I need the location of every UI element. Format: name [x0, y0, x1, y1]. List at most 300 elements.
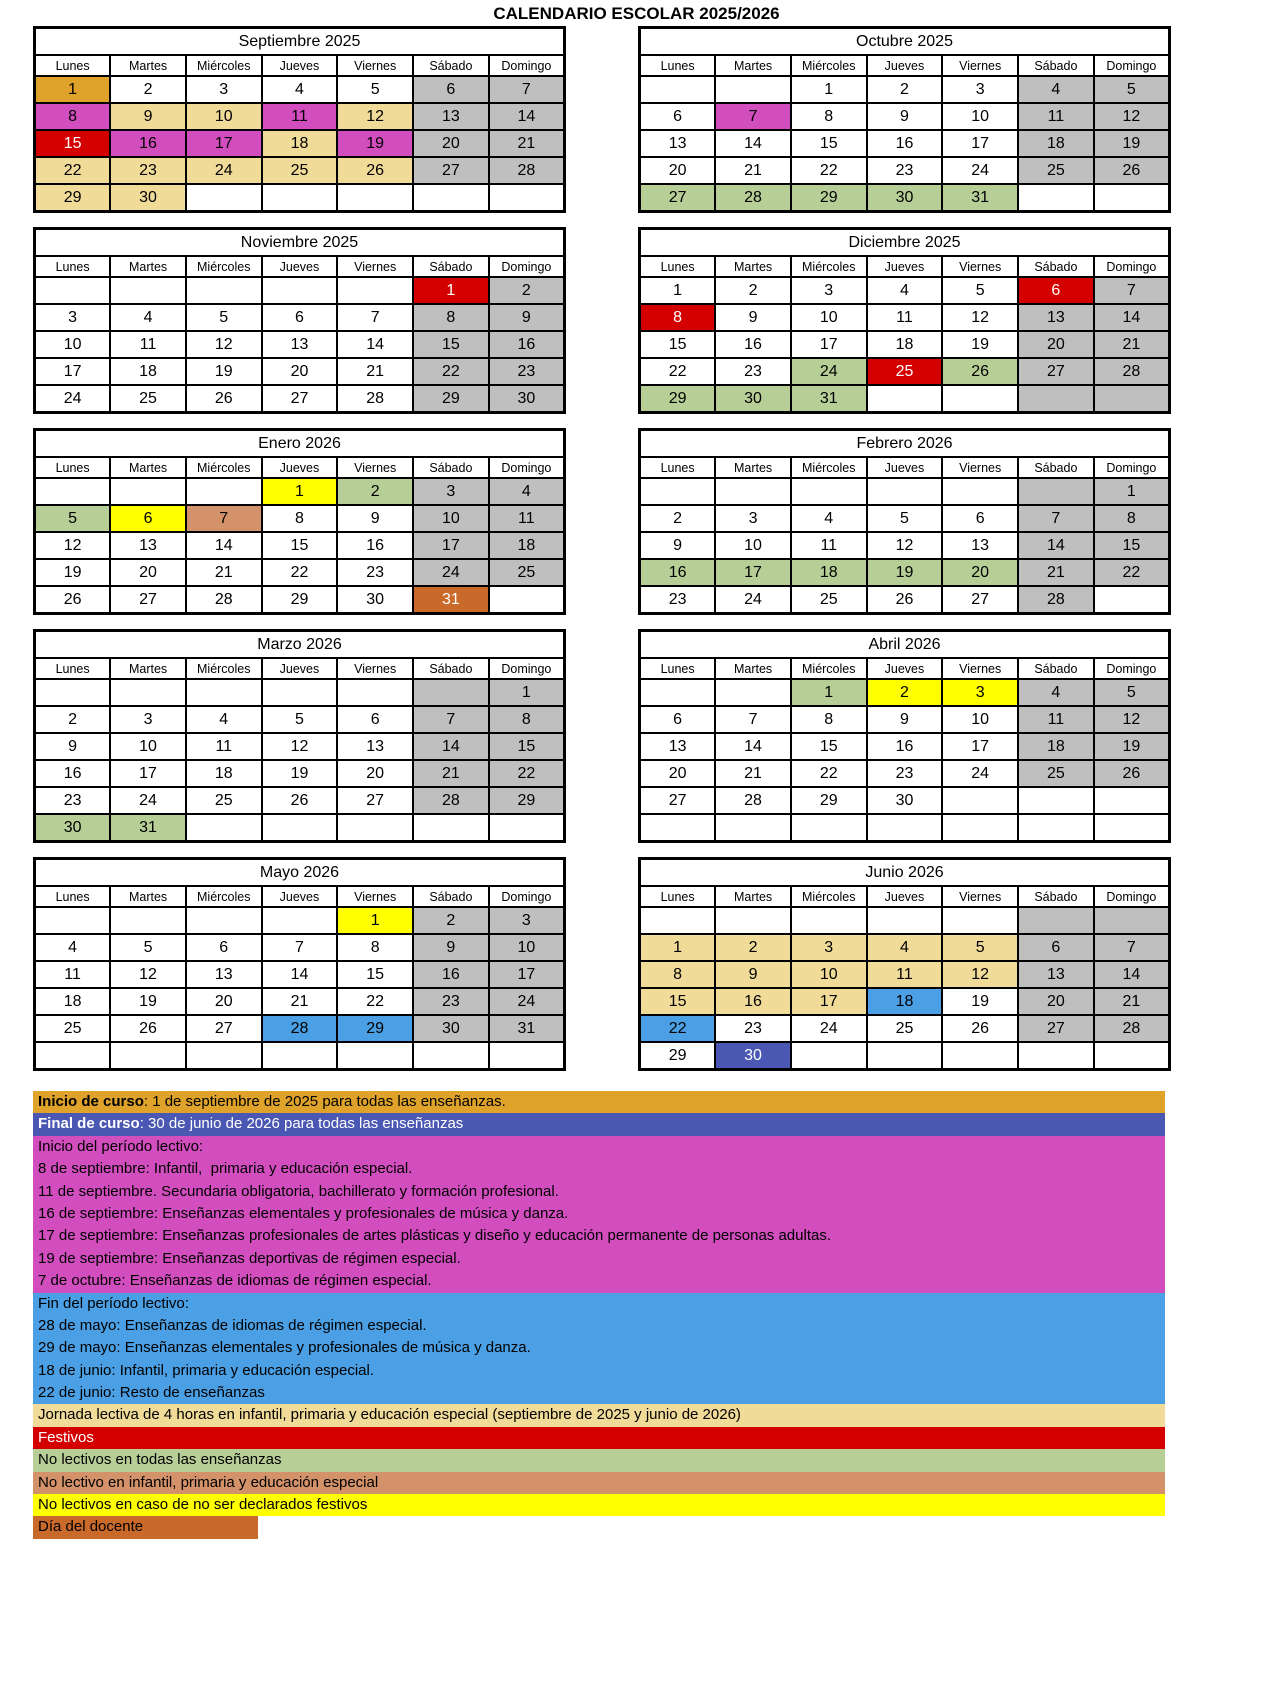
month-table-septiembre-2025: [33, 26, 566, 213]
month-pair-row: [33, 227, 1273, 414]
day-header: Viernes: [942, 55, 1018, 76]
day-cell: 6: [186, 934, 262, 961]
day-cell: 27: [110, 586, 186, 614]
day-cell: 6: [110, 505, 186, 532]
empty-cell: [110, 907, 186, 934]
day-cell: 4: [186, 706, 262, 733]
day-cell: 25: [1018, 157, 1094, 184]
day-cell: 10: [791, 304, 867, 331]
day-cell: 21: [413, 760, 489, 787]
empty-cell: [1018, 478, 1094, 505]
day-cell: 23: [35, 787, 111, 814]
day-cell: 22: [413, 358, 489, 385]
day-header: Miércoles: [791, 256, 867, 277]
empty-cell: [186, 478, 262, 505]
day-cell: 7: [715, 103, 791, 130]
day-cell: 5: [1094, 679, 1170, 706]
day-cell: 12: [1094, 706, 1170, 733]
day-cell: 21: [1094, 988, 1170, 1015]
day-cell: 19: [1094, 130, 1170, 157]
day-cell: 9: [35, 733, 111, 760]
empty-cell: [110, 1042, 186, 1070]
day-cell: 30: [867, 787, 943, 814]
day-cell: 17: [942, 733, 1018, 760]
day-cell: 6: [1018, 277, 1094, 304]
day-cell: 26: [186, 385, 262, 413]
day-cell: 24: [110, 787, 186, 814]
day-cell: 23: [715, 358, 791, 385]
empty-cell: [715, 907, 791, 934]
empty-cell: [35, 1042, 111, 1070]
day-cell: 19: [867, 559, 943, 586]
empty-cell: [1094, 787, 1170, 814]
day-cell: 8: [337, 934, 413, 961]
day-header: Miércoles: [791, 55, 867, 76]
day-header: Viernes: [337, 457, 413, 478]
day-header: Miércoles: [186, 55, 262, 76]
day-cell: 13: [413, 103, 489, 130]
day-header: Jueves: [262, 658, 338, 679]
day-cell: 28: [262, 1015, 338, 1042]
day-cell: 5: [35, 505, 111, 532]
day-cell: 15: [791, 130, 867, 157]
legend-row: Festivos: [33, 1427, 1165, 1449]
day-header: Lunes: [640, 457, 716, 478]
day-cell: 4: [35, 934, 111, 961]
month-title: Septiembre 2025: [35, 28, 565, 56]
day-cell: 27: [186, 1015, 262, 1042]
day-cell: 18: [186, 760, 262, 787]
empty-cell: [1018, 385, 1094, 413]
day-cell: 18: [35, 988, 111, 1015]
day-cell: 19: [337, 130, 413, 157]
day-cell: 27: [262, 385, 338, 413]
legend: [33, 1091, 1273, 1539]
day-header: Martes: [715, 457, 791, 478]
day-cell: 2: [867, 679, 943, 706]
month-pair-row: [33, 857, 1273, 1071]
empty-cell: [867, 385, 943, 413]
day-header: Miércoles: [186, 658, 262, 679]
day-cell: 22: [337, 988, 413, 1015]
day-cell: 14: [715, 130, 791, 157]
day-cell: 17: [715, 559, 791, 586]
day-cell: 22: [640, 358, 716, 385]
empty-cell: [640, 478, 716, 505]
empty-cell: [262, 907, 338, 934]
day-cell: 5: [942, 934, 1018, 961]
day-cell: 18: [1018, 733, 1094, 760]
month-table-octubre-2025: [638, 26, 1171, 213]
day-cell: 15: [489, 733, 565, 760]
day-cell: 23: [715, 1015, 791, 1042]
empty-cell: [715, 814, 791, 842]
empty-cell: [489, 184, 565, 212]
day-header: Sábado: [1018, 886, 1094, 907]
empty-cell: [867, 814, 943, 842]
day-cell: 5: [186, 304, 262, 331]
legend-row: No lectivo en infantil, primaria y educación especial: [33, 1472, 1165, 1494]
day-cell: 2: [337, 478, 413, 505]
empty-cell: [715, 679, 791, 706]
day-cell: 3: [110, 706, 186, 733]
day-cell: 28: [337, 385, 413, 413]
empty-cell: [337, 679, 413, 706]
day-header: Martes: [715, 658, 791, 679]
day-cell: 21: [489, 130, 565, 157]
day-header: Domingo: [1094, 256, 1170, 277]
day-cell: 11: [262, 103, 338, 130]
empty-cell: [640, 76, 716, 103]
day-cell: 13: [1018, 961, 1094, 988]
day-cell: 14: [337, 331, 413, 358]
day-cell: 13: [110, 532, 186, 559]
day-cell: 26: [942, 358, 1018, 385]
day-cell: 11: [35, 961, 111, 988]
month-title: Mayo 2026: [35, 859, 565, 887]
day-cell: 17: [110, 760, 186, 787]
day-cell: 14: [1018, 532, 1094, 559]
day-cell: 27: [413, 157, 489, 184]
day-header: Domingo: [1094, 886, 1170, 907]
day-header: Martes: [715, 256, 791, 277]
day-header: Lunes: [35, 256, 111, 277]
day-header: Lunes: [35, 658, 111, 679]
day-cell: 15: [413, 331, 489, 358]
empty-cell: [1094, 586, 1170, 614]
day-cell: 3: [791, 934, 867, 961]
day-cell: 5: [110, 934, 186, 961]
day-cell: 13: [1018, 304, 1094, 331]
month-title: Abril 2026: [640, 631, 1170, 659]
day-cell: 23: [867, 760, 943, 787]
day-cell: 23: [337, 559, 413, 586]
day-header: Sábado: [1018, 658, 1094, 679]
empty-cell: [35, 679, 111, 706]
empty-cell: [186, 184, 262, 212]
day-cell: 27: [942, 586, 1018, 614]
day-cell: 30: [413, 1015, 489, 1042]
legend-row: Inicio del período lectivo:: [33, 1136, 1165, 1158]
day-cell: 4: [489, 478, 565, 505]
empty-cell: [186, 814, 262, 842]
day-cell: 18: [867, 988, 943, 1015]
day-cell: 9: [715, 304, 791, 331]
legend-row: 28 de mayo: Enseñanzas de idiomas de régimen especial.: [33, 1315, 1165, 1337]
empty-cell: [942, 385, 1018, 413]
day-cell: 26: [337, 157, 413, 184]
day-cell: 20: [640, 760, 716, 787]
day-cell: 12: [1094, 103, 1170, 130]
empty-cell: [867, 907, 943, 934]
day-cell: 26: [1094, 157, 1170, 184]
day-header: Miércoles: [186, 457, 262, 478]
day-cell: 13: [640, 130, 716, 157]
day-header: Martes: [110, 457, 186, 478]
day-cell: 30: [715, 385, 791, 413]
day-cell: 12: [942, 304, 1018, 331]
day-cell: 20: [942, 559, 1018, 586]
day-cell: 2: [715, 934, 791, 961]
empty-cell: [262, 814, 338, 842]
day-cell: 23: [489, 358, 565, 385]
day-cell: 3: [942, 76, 1018, 103]
day-header: Viernes: [942, 256, 1018, 277]
empty-cell: [110, 277, 186, 304]
month-pair-row: [33, 26, 1273, 213]
day-header: Viernes: [337, 55, 413, 76]
day-cell: 8: [262, 505, 338, 532]
day-cell: 27: [1018, 358, 1094, 385]
day-cell: 21: [1094, 331, 1170, 358]
day-header: Jueves: [262, 256, 338, 277]
day-cell: 20: [640, 157, 716, 184]
day-header: Viernes: [942, 658, 1018, 679]
empty-cell: [791, 907, 867, 934]
empty-cell: [715, 76, 791, 103]
day-cell: 12: [262, 733, 338, 760]
day-cell: 16: [715, 331, 791, 358]
day-header: Lunes: [640, 55, 716, 76]
day-cell: 9: [337, 505, 413, 532]
day-header: Sábado: [413, 886, 489, 907]
empty-cell: [413, 1042, 489, 1070]
day-cell: 5: [337, 76, 413, 103]
day-header: Domingo: [1094, 457, 1170, 478]
day-cell: 20: [186, 988, 262, 1015]
day-cell: 16: [640, 559, 716, 586]
day-cell: 28: [413, 787, 489, 814]
legend-row: 19 de septiembre: Enseñanzas deportivas de régimen especial.: [33, 1248, 1165, 1270]
day-cell: 1: [35, 76, 111, 103]
day-cell: 16: [867, 733, 943, 760]
day-cell: 1: [337, 907, 413, 934]
day-cell: 1: [791, 679, 867, 706]
day-cell: 10: [489, 934, 565, 961]
empty-cell: [1094, 814, 1170, 842]
empty-cell: [110, 679, 186, 706]
day-header: Sábado: [413, 55, 489, 76]
day-cell: 1: [413, 277, 489, 304]
day-cell: 27: [337, 787, 413, 814]
day-header: Jueves: [262, 55, 338, 76]
day-header: Viernes: [337, 658, 413, 679]
day-cell: 6: [413, 76, 489, 103]
day-cell: 14: [489, 103, 565, 130]
day-cell: 22: [640, 1015, 716, 1042]
day-cell: 22: [262, 559, 338, 586]
day-cell: 16: [35, 760, 111, 787]
day-cell: 25: [35, 1015, 111, 1042]
day-cell: 1: [489, 679, 565, 706]
day-cell: 30: [715, 1042, 791, 1070]
day-cell: 2: [489, 277, 565, 304]
month-table-noviembre-2025: [33, 227, 566, 414]
day-header: Jueves: [867, 886, 943, 907]
day-cell: 26: [35, 586, 111, 614]
legend-row: 17 de septiembre: Enseñanzas profesionales de artes plásticas y diseño y educación permanente de personas adultas.: [33, 1225, 1165, 1247]
day-cell: 18: [489, 532, 565, 559]
day-cell: 1: [1094, 478, 1170, 505]
day-cell: 1: [262, 478, 338, 505]
day-cell: 29: [337, 1015, 413, 1042]
empty-cell: [35, 277, 111, 304]
day-cell: 17: [791, 988, 867, 1015]
day-cell: 9: [867, 706, 943, 733]
empty-cell: [1018, 787, 1094, 814]
day-cell: 2: [35, 706, 111, 733]
day-cell: 9: [715, 961, 791, 988]
empty-cell: [1018, 1042, 1094, 1070]
day-cell: 29: [413, 385, 489, 413]
month-table-diciembre-2025: [638, 227, 1171, 414]
day-cell: 8: [791, 706, 867, 733]
empty-cell: [337, 184, 413, 212]
day-cell: 15: [1094, 532, 1170, 559]
day-cell: 14: [715, 733, 791, 760]
day-cell: 10: [110, 733, 186, 760]
day-cell: 2: [413, 907, 489, 934]
day-cell: 11: [867, 304, 943, 331]
empty-cell: [489, 814, 565, 842]
day-cell: 18: [110, 358, 186, 385]
day-cell: 10: [942, 103, 1018, 130]
day-cell: 21: [337, 358, 413, 385]
day-cell: 6: [640, 706, 716, 733]
day-cell: 27: [640, 787, 716, 814]
day-cell: 10: [942, 706, 1018, 733]
day-cell: 17: [35, 358, 111, 385]
day-cell: 16: [715, 988, 791, 1015]
empty-cell: [1094, 1042, 1170, 1070]
day-cell: 7: [1094, 934, 1170, 961]
empty-cell: [35, 478, 111, 505]
months-grid: [33, 26, 1273, 1071]
day-cell: 13: [337, 733, 413, 760]
day-header: Martes: [110, 55, 186, 76]
day-cell: 6: [942, 505, 1018, 532]
day-header: Sábado: [413, 658, 489, 679]
day-cell: 3: [186, 76, 262, 103]
day-cell: 24: [715, 586, 791, 614]
day-cell: 15: [791, 733, 867, 760]
day-cell: 26: [942, 1015, 1018, 1042]
day-header: Domingo: [1094, 55, 1170, 76]
day-cell: 26: [262, 787, 338, 814]
day-cell: 13: [640, 733, 716, 760]
day-cell: 28: [1094, 358, 1170, 385]
day-cell: 3: [791, 277, 867, 304]
legend-row: 22 de junio: Resto de enseñanzas: [33, 1382, 1165, 1404]
day-cell: 12: [867, 532, 943, 559]
day-header: Sábado: [1018, 55, 1094, 76]
day-cell: 24: [791, 358, 867, 385]
day-cell: 20: [110, 559, 186, 586]
day-cell: 15: [640, 988, 716, 1015]
day-cell: 18: [791, 559, 867, 586]
day-header: Martes: [110, 256, 186, 277]
empty-cell: [942, 814, 1018, 842]
day-cell: 17: [942, 130, 1018, 157]
day-cell: 22: [791, 760, 867, 787]
day-cell: 23: [110, 157, 186, 184]
day-cell: 5: [942, 277, 1018, 304]
day-cell: 14: [262, 961, 338, 988]
day-cell: 19: [186, 358, 262, 385]
day-cell: 28: [715, 787, 791, 814]
day-header: Martes: [715, 55, 791, 76]
day-cell: 20: [262, 358, 338, 385]
month-pair-row: [33, 629, 1273, 843]
empty-cell: [186, 277, 262, 304]
day-cell: 25: [867, 1015, 943, 1042]
day-cell: 29: [640, 385, 716, 413]
day-cell: 6: [337, 706, 413, 733]
legend-lead: Final de curso: [38, 1115, 140, 1133]
day-cell: 4: [791, 505, 867, 532]
day-cell: 7: [186, 505, 262, 532]
day-cell: 3: [35, 304, 111, 331]
day-cell: 22: [35, 157, 111, 184]
day-cell: 25: [867, 358, 943, 385]
day-cell: 18: [262, 130, 338, 157]
day-cell: 16: [337, 532, 413, 559]
day-cell: 25: [110, 385, 186, 413]
day-cell: 4: [867, 277, 943, 304]
empty-cell: [715, 478, 791, 505]
day-cell: 20: [413, 130, 489, 157]
day-header: Miércoles: [791, 457, 867, 478]
day-cell: 10: [715, 532, 791, 559]
legend-row: 18 de junio: Infantil, primaria y educación especial.: [33, 1360, 1165, 1382]
day-cell: 2: [867, 76, 943, 103]
empty-cell: [489, 586, 565, 614]
day-cell: 10: [186, 103, 262, 130]
day-cell: 30: [337, 586, 413, 614]
day-cell: 6: [262, 304, 338, 331]
day-header: Miércoles: [186, 256, 262, 277]
legend-row: 16 de septiembre: Enseñanzas elementales y profesionales de música y danza.: [33, 1203, 1165, 1225]
day-cell: 17: [413, 532, 489, 559]
day-header: Domingo: [489, 256, 565, 277]
empty-cell: [791, 814, 867, 842]
day-cell: 28: [715, 184, 791, 212]
day-cell: 29: [35, 184, 111, 212]
day-cell: 7: [262, 934, 338, 961]
day-cell: 7: [413, 706, 489, 733]
day-cell: 7: [489, 76, 565, 103]
day-cell: 20: [1018, 331, 1094, 358]
day-cell: 21: [715, 157, 791, 184]
day-cell: 21: [715, 760, 791, 787]
day-cell: 21: [262, 988, 338, 1015]
empty-cell: [110, 478, 186, 505]
day-cell: 7: [337, 304, 413, 331]
day-cell: 17: [489, 961, 565, 988]
day-cell: 30: [35, 814, 111, 842]
empty-cell: [1018, 814, 1094, 842]
day-header: Viernes: [337, 256, 413, 277]
day-cell: 19: [942, 988, 1018, 1015]
empty-cell: [186, 679, 262, 706]
legend-row: 29 de mayo: Enseñanzas elementales y profesionales de música y danza.: [33, 1337, 1165, 1359]
month-title: Noviembre 2025: [35, 229, 565, 257]
day-cell: 5: [1094, 76, 1170, 103]
day-cell: 14: [1094, 961, 1170, 988]
day-cell: 2: [640, 505, 716, 532]
day-cell: 29: [640, 1042, 716, 1070]
day-header: Jueves: [867, 658, 943, 679]
